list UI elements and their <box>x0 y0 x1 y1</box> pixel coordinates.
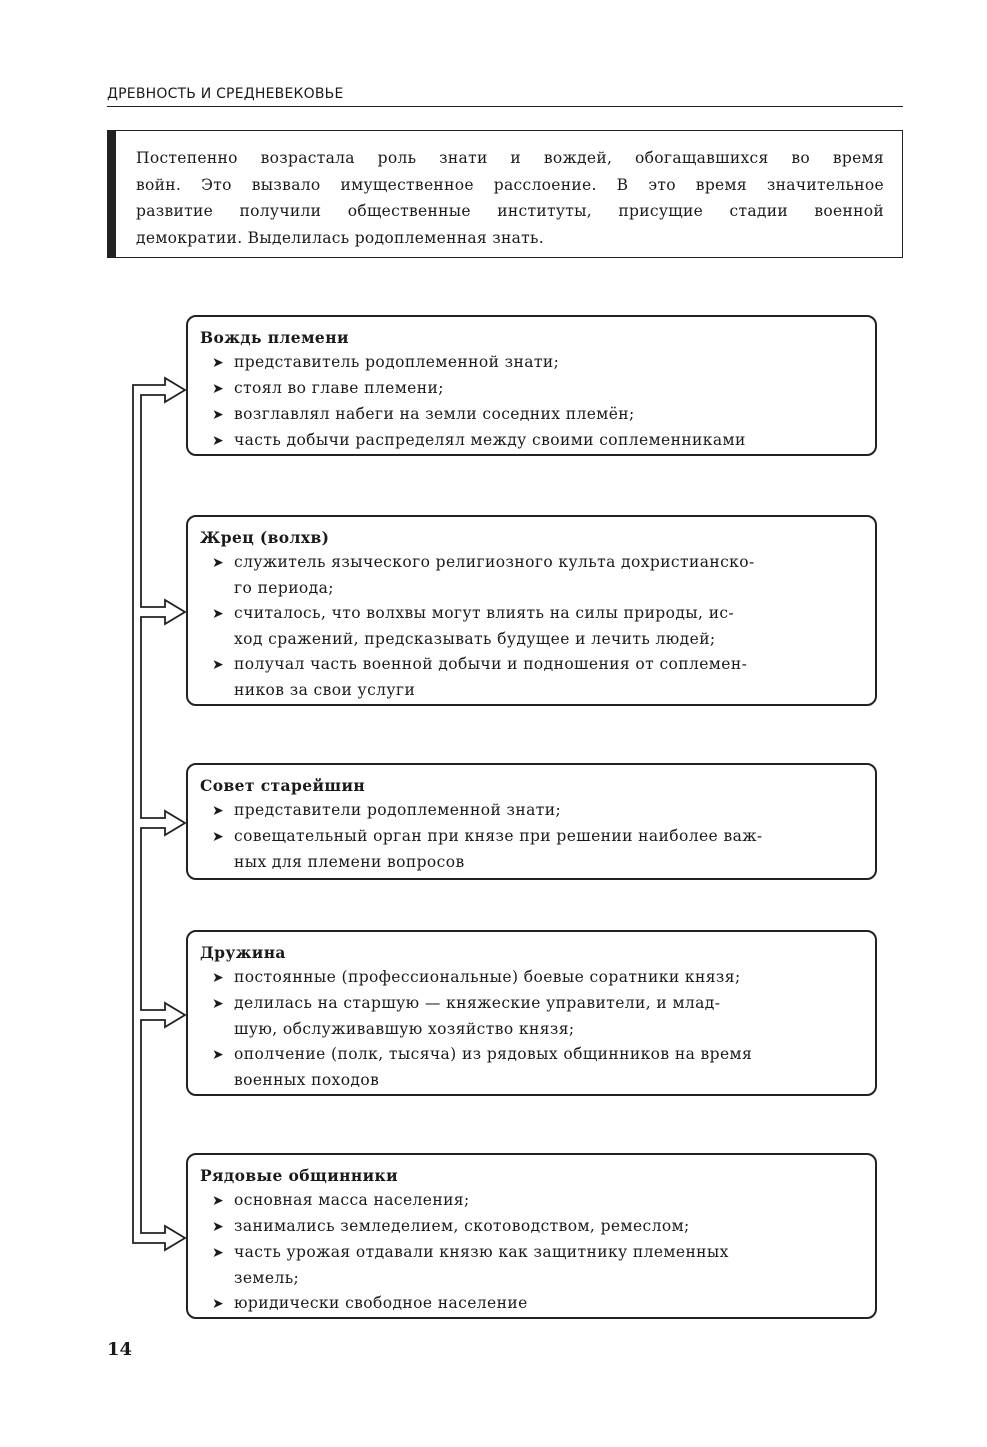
box-title: Дружина <box>200 943 286 962</box>
list-item-text: представитель родоплеменной знати; <box>234 353 560 371</box>
arrow-bullet-icon: ➤ <box>212 1245 225 1261</box>
list-item-text: юридически свободное население <box>234 1294 528 1312</box>
list-item-text: возглавлял набеги на земли соседних племён; <box>234 405 635 423</box>
box-elders-council <box>186 763 877 880</box>
box-title: Вождь племени <box>200 328 349 347</box>
list-item <box>200 376 863 402</box>
list-item-text: часть добычи распределял между своими соплеменниками <box>234 431 746 449</box>
running-header: ДРЕВНОСТЬ И СРЕДНЕВЕКОВЬЕ <box>107 86 344 102</box>
list-item <box>200 428 863 454</box>
arrow-bullet-icon: ➤ <box>212 1047 225 1063</box>
list-item-text: основная масса населения; <box>234 1191 470 1209</box>
arrow-bullet-icon: ➤ <box>212 996 225 1012</box>
box-title: Рядовые общинники <box>200 1166 398 1185</box>
list-item-text: часть урожая отдавали князю как защитнику племенных <box>234 1243 729 1261</box>
list-item-continuation: ников за свои услуги <box>234 681 416 699</box>
list-item-continuation: военных походов <box>234 1071 380 1089</box>
list-item-continuation: ных для племени вопросов <box>234 853 465 871</box>
arrow-bullet-icon: ➤ <box>212 555 225 571</box>
arrow-bullet-icon: ➤ <box>212 1219 225 1235</box>
intro-line: Постепенно возрастала роль знати и вождей, обогащавшихся во время <box>136 149 884 167</box>
list-item <box>200 991 863 1017</box>
list-item-continuation: ход сражений, предсказывать будущее и лечить людей; <box>234 630 716 648</box>
arrow-bullet-icon: ➤ <box>212 829 225 845</box>
list-item-continuation: земель; <box>234 1269 300 1287</box>
list-item-text: совещательный орган при князе при решении наиболее важ- <box>234 827 763 845</box>
list-item <box>200 1240 863 1266</box>
arrow-bullet-icon: ➤ <box>212 1193 225 1209</box>
box-priest <box>186 515 877 706</box>
box-title: Совет старейшин <box>200 776 366 795</box>
intro-line: демократии. Выделилась родоплеменная знать. <box>136 228 544 247</box>
arrow-bullet-icon: ➤ <box>212 407 225 423</box>
box-druzhina <box>186 930 877 1096</box>
arrow-bullet-icon: ➤ <box>212 970 225 986</box>
list-item-text: ополчение (полк, тысяча) из рядовых общинников на время <box>234 1045 753 1063</box>
arrow-bullet-icon: ➤ <box>212 433 225 449</box>
list-item <box>200 1188 863 1214</box>
list-item <box>200 824 863 850</box>
arrow-bullet-icon: ➤ <box>212 657 225 673</box>
list-item <box>200 652 863 678</box>
list-item <box>200 350 863 376</box>
list-item-text: получал часть военной добычи и подношения от соплемен- <box>234 655 748 673</box>
page-number: 14 <box>107 1339 133 1360</box>
intro-line: развитие получили общественные институты, присущие стадии военной <box>136 202 884 220</box>
list-item <box>200 965 863 991</box>
list-item-continuation: шую, обслуживавшую хозяйство князя; <box>234 1020 575 1038</box>
list-item <box>200 601 863 627</box>
arrow-bullet-icon: ➤ <box>212 606 225 622</box>
box-chief <box>186 315 877 456</box>
double-arrow-connector <box>133 378 185 1250</box>
box-commoners <box>186 1153 877 1319</box>
intro-line: войн. Это вызвало имущественное расслоение. В это время значительное <box>136 175 884 194</box>
list-item-text: делилась на старшую — княжеские управители, и млад- <box>234 994 721 1012</box>
list-item <box>200 402 863 428</box>
list-item-text: считалось, что волхвы могут влиять на силы природы, ис- <box>234 604 735 622</box>
list-item-continuation: го периода; <box>234 579 334 597</box>
list-item <box>200 550 863 576</box>
list-item-text: служитель языческого религиозного культа дохристианско- <box>234 553 755 571</box>
list-item-text: представители родоплеменной знати; <box>234 801 562 819</box>
list-item-text: постоянные (профессиональные) боевые соратники князя; <box>234 968 741 986</box>
arrow-bullet-icon: ➤ <box>212 803 225 819</box>
list-item <box>200 1291 863 1317</box>
list-item <box>200 1042 863 1068</box>
arrow-bullet-icon: ➤ <box>212 381 225 397</box>
list-item-text: стоял во главе племени; <box>234 379 444 397</box>
box-title: Жрец (волхв) <box>200 528 330 547</box>
arrow-bullet-icon: ➤ <box>212 355 225 371</box>
list-item <box>200 1214 863 1240</box>
list-item-text: занимались земледелием, скотоводством, ремеслом; <box>234 1217 690 1235</box>
arrow-bullet-icon: ➤ <box>212 1296 225 1312</box>
list-item <box>200 798 863 824</box>
